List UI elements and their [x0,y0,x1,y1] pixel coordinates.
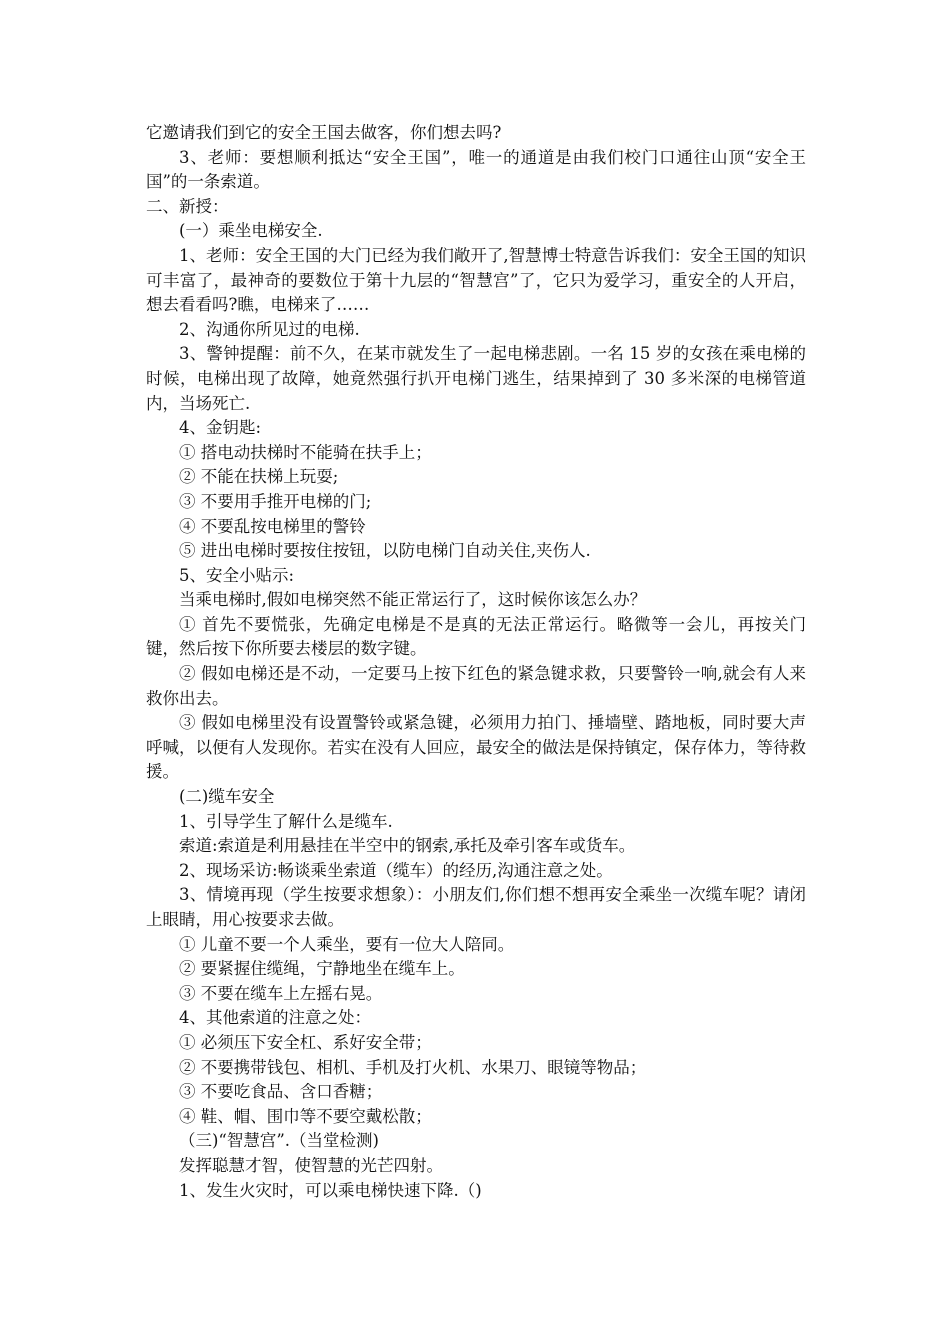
paragraph: 它邀请我们到它的安全王国去做客，你们想去吗? [146,123,502,142]
list-item: ② 要紧握住缆绳，宁静地坐在缆车上。 [179,959,465,979]
paragraph: 2、现场采访:畅谈乘坐索道（缆车）的经历,沟通注意之处。 [179,860,613,880]
list-item: ③ 不要在缆车上左摇右晃。 [179,983,383,1003]
paragraph: 当乘电梯时,假如电梯突然不能正常运行了，这时候你该怎么办？ [179,590,647,610]
document-page [146,121,806,1203]
subsection-heading: （三)“智慧宫”.（当堂检测) [179,1131,379,1151]
paragraph: 发挥聪慧才智，使智慧的光芒四射。 [179,1155,443,1175]
list-item: ④ 鞋、帽、围巾等不要空戴松散； [179,1106,432,1126]
list-item: ⑤ 进出电梯时要按住按钮，以防电梯门自动关住,夹伤人. [179,541,591,561]
list-item: ① 儿童不要一个人乘坐，要有一位大人陪同。 [179,934,515,954]
list-item: ① 搭电动扶梯时不能骑在扶手上； [179,442,432,462]
paragraph: 1、引导学生了解什么是缆车. [179,811,393,831]
list-item: ③ 假如电梯里没有设置警铃或紧急键，必须用力拍门、捶墙壁、踏地板，同时要大声呼喊，以便有人发现你。若实在没有人回应，最安全的做法是保持镇定，保存体力，等待救援。 [146,713,806,782]
list-item: ① 必须压下安全杠、系好安全带； [179,1032,432,1052]
list-item: ① 首先不要慌张，先确定电梯是不是真的无法正常运行。略微等一会儿，再按关门键，然后按下你所要去楼层的数字键。 [146,614,806,659]
paragraph: 5、安全小贴示: [179,565,295,585]
section-heading: 二、新授： [146,196,229,216]
paragraph: 3、老师：要想顺利抵达“安全王国”，唯一的通道是由我们校门口通往山顶“安全王国”的一条索道。 [146,147,806,192]
list-item: ② 假如电梯还是不动，一定要马上按下红色的紧急键求救，只要警铃一响,就会有人来救你出去。 [146,664,806,708]
paragraph: 3、情境再现（学生按要求想象）：小朋友们,你们想不想再安全乘坐一次缆车呢？请闭上眼睛，用心按要求去做。 [146,885,806,929]
list-item: ② 不要携带钱包、相机、手机及打火机、水果刀、眼镜等物品； [179,1057,647,1077]
quiz-question: 1、发生火灾时，可以乘电梯快速下降.（) [179,1180,482,1200]
list-item: ② 不能在扶梯上玩耍; [179,467,339,487]
paragraph: 4、其他索道的注意之处： [179,1008,371,1028]
list-item: ③ 不要用手推开电梯的门; [179,491,372,511]
paragraph: 1、老师：安全王国的大门已经为我们敞开了,智慧博士特意告诉我们：安全王国的知识可丰富了，最神奇的要数位于第十九层的“智慧宫”了，它只为爱学习，重安全的人开启，想去看看吗?瞧，电梯来了…… [146,245,806,315]
paragraph: 2、沟通你所见过的电梯. [179,319,360,339]
list-item: ③ 不要吃食品、含口香糖； [179,1082,383,1102]
paragraph: 索道:索道是利用悬挂在半空中的钢索,承托及牵引客车或货车。 [179,836,636,856]
subsection-heading: (一）乘坐电梯安全. [179,221,323,241]
list-item: ④ 不要乱按电梯里的警铃 [179,516,366,536]
subsection-heading: (二)缆车安全 [179,787,275,807]
paragraph: 4、金钥匙: [179,418,262,438]
paragraph: 3、警钟提醒：前不久，在某市就发生了一起电梯悲剧。一名 15 岁的女孩在乘电梯的时候，电梯出现了故障，她竟然强行扒开电梯门逃生，结果掉到了 30 多米深的电梯管道内，当场死亡. [146,344,806,413]
